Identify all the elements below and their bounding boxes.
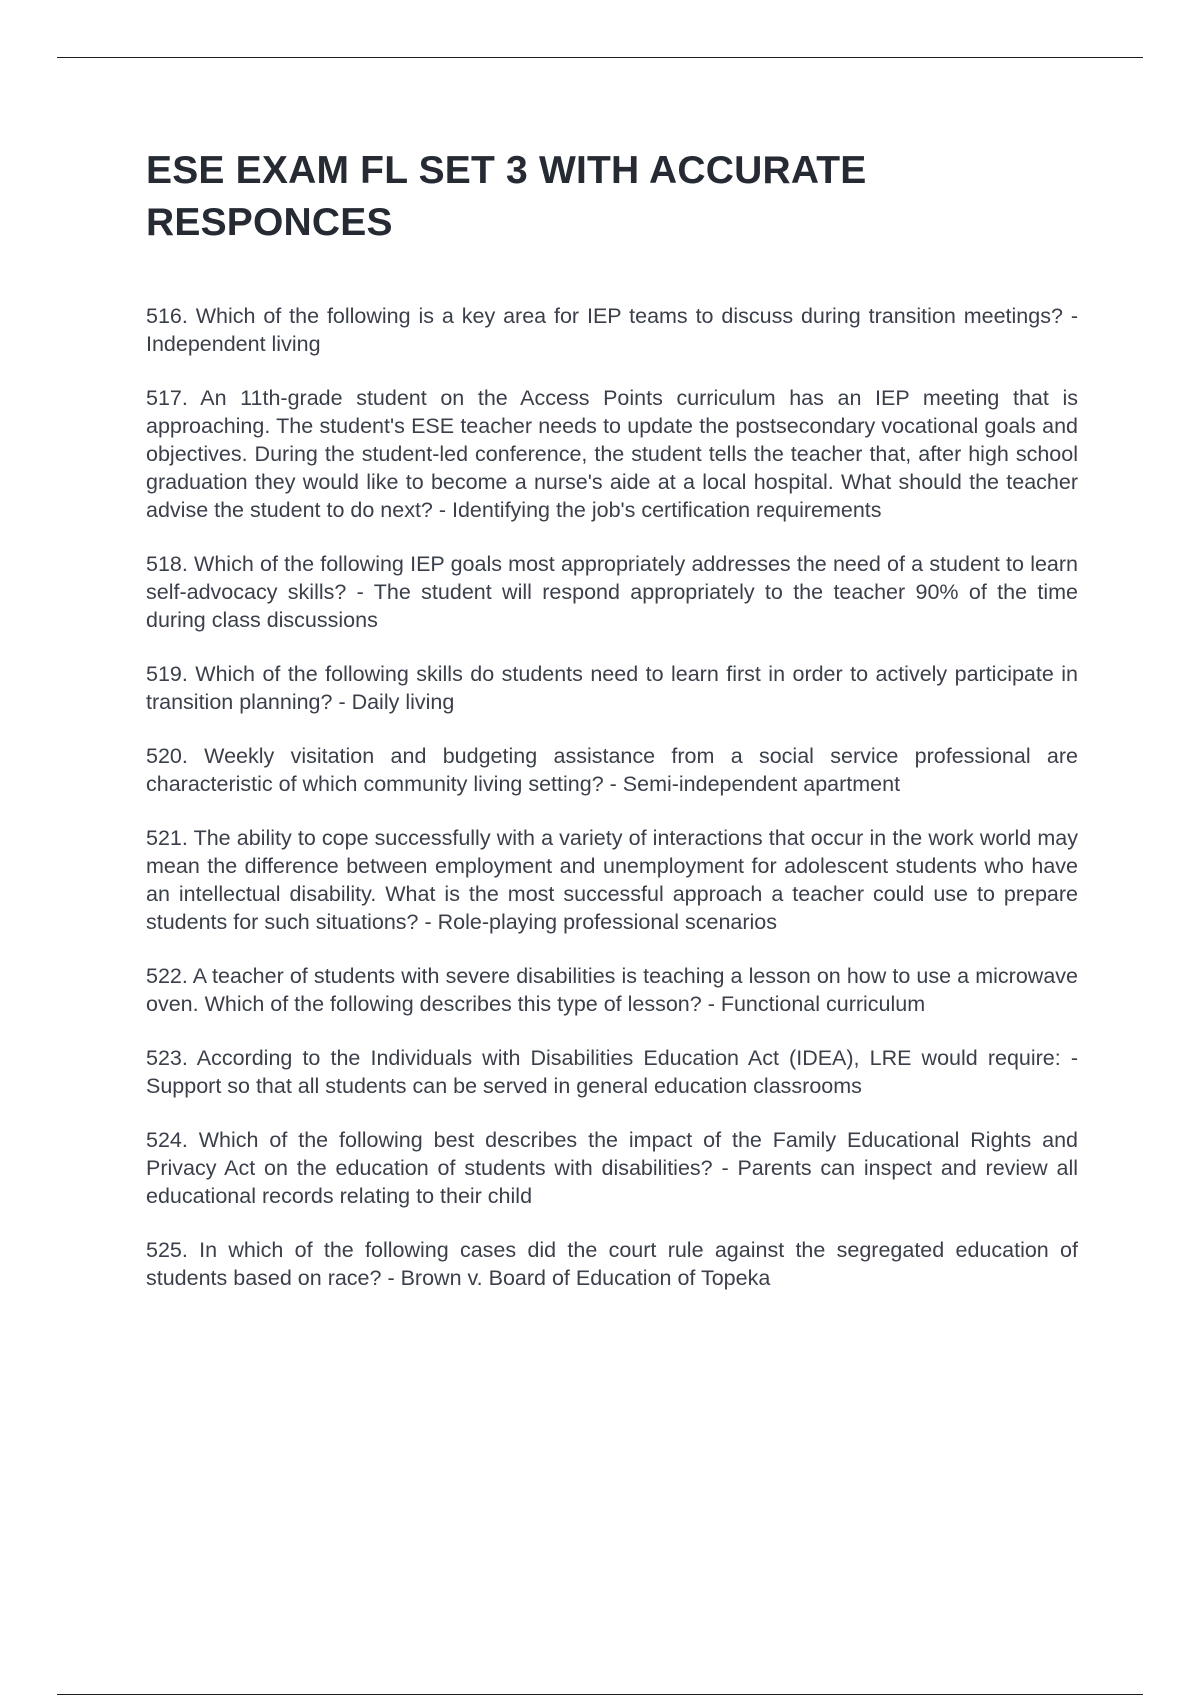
answer-text: Role-playing professional scenarios: [437, 910, 778, 934]
question-list: [146, 302, 1078, 1318]
question-text: 520. Weekly visitation and budgeting assistance from a social service professional are characteristic of which community living setting?: [146, 744, 1078, 796]
top-rule: [57, 57, 1143, 58]
qa-separator: -: [346, 580, 374, 604]
question-text: 518. Which of the following IEP goals most appropriately addresses the need of a student to learn self-advocacy skills?: [146, 552, 1078, 604]
qa-item: [146, 302, 1078, 358]
document-title: ESE EXAM FL SET 3 WITH ACCURATE RESPONCES: [146, 149, 867, 244]
qa-item: [146, 1044, 1078, 1100]
answer-text: Functional curriculum: [720, 992, 926, 1016]
qa-item: [146, 824, 1078, 936]
qa-item: [146, 962, 1078, 1018]
qa-item: [146, 1236, 1078, 1292]
question-text: 517. An 11th-grade student on the Access Points curriculum has an IEP meeting that is approaching. The student's ESE teacher needs to update the postsecondary vocational goals and objectives. During the student-led conference, the student tells the teacher that, after high school graduation they would like to become a nurse's aide at a local hospital. What should the teacher advise the student to do next?: [146, 386, 1078, 522]
qa-item: [146, 660, 1078, 716]
answer-text: Support so that all students can be served in general education classrooms: [146, 1074, 862, 1098]
qa-separator: -: [1062, 304, 1078, 328]
qa-item: [146, 1126, 1078, 1210]
question-text: 521. The ability to cope successfully with a variety of interactions that occur in the work world may mean the difference between employment and unemployment for adolescent students who have an intellectual disability. What is the most successful approach a teacher could use to prepare students for such situations?: [146, 826, 1078, 934]
qa-item: [146, 550, 1078, 634]
qa-separator: -: [1060, 1046, 1078, 1070]
question-text: 522. A teacher of students with severe disabilities is teaching a lesson on how to use a microwave oven. Which of the following describes this type of lesson?: [146, 964, 1078, 1016]
question-text: 523. According to the Individuals with Disabilities Education Act (IDEA), LRE would require:: [146, 1046, 1061, 1070]
qa-item: [146, 742, 1078, 798]
answer-text: Brown v. Board of Education of Topeka: [400, 1266, 771, 1290]
answer-text: Independent living: [146, 332, 321, 356]
qa-separator: -: [701, 992, 721, 1016]
answer-text: The student will respond appropriately to the teacher 90% of the time during class discussions: [146, 580, 1078, 632]
question-text: 524. Which of the following best describes the impact of the Family Educational Rights and Privacy Act on the education of students with disabilities?: [146, 1128, 1078, 1180]
answer-text: Identifying the job's certification requirements: [451, 498, 882, 522]
qa-separator: -: [381, 1266, 401, 1290]
qa-item: [146, 384, 1078, 524]
answer-text: Semi-independent apartment: [622, 772, 901, 796]
qa-separator: -: [332, 690, 352, 714]
qa-separator: -: [712, 1156, 738, 1180]
bottom-rule: [57, 1694, 1143, 1695]
question-text: 519. Which of the following skills do students need to learn first in order to actively participate in transition planning?: [146, 662, 1078, 714]
question-text: 516. Which of the following is a key area for IEP teams to discuss during transition meetings?: [146, 304, 1063, 328]
answer-text: Parents can inspect and review all educational records relating to their child: [146, 1156, 1079, 1208]
question-text: 525. In which of the following cases did the court rule against the segregated education of students based on race?: [146, 1238, 1078, 1290]
qa-separator: -: [418, 910, 438, 934]
qa-separator: -: [603, 772, 623, 796]
answer-text: Daily living: [351, 690, 455, 714]
qa-separator: -: [432, 498, 452, 522]
